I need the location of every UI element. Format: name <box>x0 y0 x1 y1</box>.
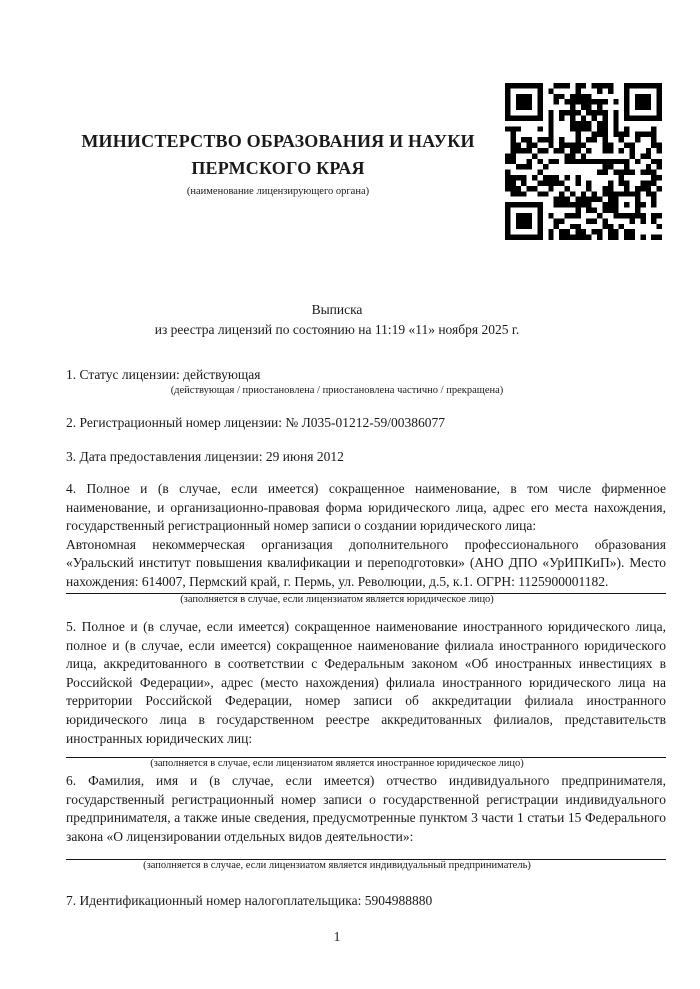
document-title-line1: Выписка <box>311 302 363 317</box>
legal-entity-caption: (заполняется в случае, если лицензиатом является юридическое лицо) <box>180 593 494 605</box>
field-foreign-entity <box>66 618 666 771</box>
individual-entrepreneur-caption: (заполняется в случае, если лицензиатом является индивидуальный предприниматель) <box>143 860 531 872</box>
document-header <box>66 128 490 198</box>
grant-date-text: 3. Дата предоставления лицензии: 29 июня 2012 <box>66 449 344 464</box>
field-legal-entity <box>66 480 666 606</box>
licensing-authority-line2: ПЕРМСКОГО КРАЯ <box>191 158 365 178</box>
document-title <box>66 300 666 339</box>
license-status-options-caption: (действующая / приостановлена / приостановлена частично / прекращена) <box>170 384 504 396</box>
licensing-authority-line1: МИНИСТЕРСТВО ОБРАЗОВАНИЯ И НАУКИ <box>81 131 475 151</box>
field-taxpayer-id <box>66 892 666 911</box>
field-license-status <box>66 366 666 397</box>
foreign-entity-label: 5. Полное и (в случае, если имеется) сокращенное наименование иностранного юридического лица, полное и (в случае, если имеется) сокращенное наименование филиала иностранного юридического лица, аккредитованного в соответствии с Федеральным законом «Об иностранных инвестициях в Российской Федерации», адрес (место нахождения) филиала иностранного юридического лица на территории Российской Федерации, номер записи об аккредитации филиала иностранного юридического лица в государственном реестре аккредитованных филиалов, представительств иностранных юридических лиц: <box>66 619 666 746</box>
page-number: 1 <box>333 929 341 944</box>
foreign-entity-caption: (заполняется в случае, если лицензиатом является иностранное юридическое лицо) <box>150 758 524 770</box>
license-status-text: 1. Статус лицензии: действующая <box>66 367 261 382</box>
foreign-entity-blank-line <box>66 748 666 758</box>
individual-entrepreneur-blank-line <box>66 846 666 860</box>
registration-number-text: 2. Регистрационный номер лицензии: № Л035-01212-59/00386077 <box>66 415 446 430</box>
legal-entity-label: 4. Полное и (в случае, если имеется) сокращенное наименование, в том числе фирменное наименование, и организационно-правовая форма юридического лица, адрес его места нахождения, государственный регистрационный номер записи о создании юридического лица: <box>66 481 666 534</box>
individual-entrepreneur-label: 6. Фамилия, имя и (в случае, если имеется) отчество индивидуального предпринимателя, государственный регистрационный номер записи о государственной регистрации индивидуального предпринимателя, а также иные сведения, предусмотренные пунктом 3 части 1 статьи 15 Федерального закона «О лицензировании отдельных видов деятельности»: <box>66 773 666 844</box>
field-registration-number <box>66 414 666 433</box>
qr-code-icon <box>505 83 662 240</box>
field-individual-entrepreneur <box>66 772 666 873</box>
taxpayer-id-text: 7. Идентификационный номер налогоплательщика: 5904988880 <box>66 893 433 908</box>
licensing-authority-caption: (наименование лицензирующего органа) <box>186 186 370 197</box>
legal-entity-value: Автономная некоммерческая организация дополнительного профессионального образования «Уральский институт повышения квалификации и переподготовки» (АНО ДПО «УрИПКиП»). Место нахождения: 614007, Пермский край, г. Пермь, ул. Революции, д.5, к.1. ОГРН: 1125900001182. <box>66 536 666 594</box>
field-grant-date <box>66 448 666 467</box>
document-title-line2: из реестра лицензий по состоянию на 11:19 «11» ноября 2025 г. <box>154 321 520 337</box>
